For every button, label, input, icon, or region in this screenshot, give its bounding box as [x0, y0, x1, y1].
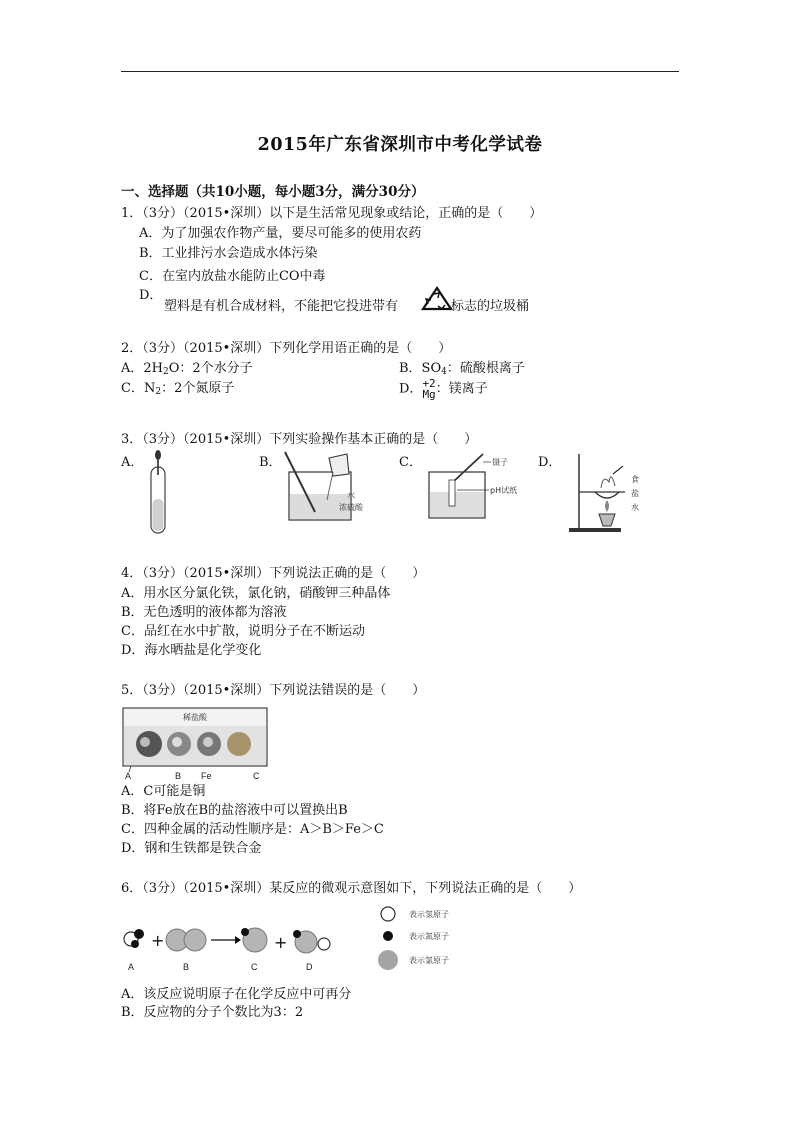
q5-option-a: A．C可能是铜 [121, 784, 206, 799]
q3-b-label2: 浓硫酸 [339, 503, 363, 512]
legend-chlorine-icon [378, 950, 398, 970]
q5-option-c: C．四种金属的活动性顺序是：A＞B＞Fe＞C [121, 822, 384, 837]
legend-nitrogen-icon [383, 931, 393, 941]
arrow-icon [235, 936, 241, 944]
q2-option-c: C．$N_2$：2个氮原子 [121, 381, 235, 397]
q5-img-label-fe: Fe [201, 771, 212, 781]
header-rule [121, 71, 679, 72]
q6-legend-2: 表示氮原子 [409, 932, 449, 941]
recycle-triangle-icon [420, 286, 454, 312]
q1-stem: 1．（3分）（2015•深圳）以下是生活常见现象或结论，正确的是（ ） [121, 206, 543, 221]
q4-stem: 4．（3分）（2015•深圳）下列说法正确的是（ ） [121, 566, 426, 581]
q3-b-label1: 水 [347, 491, 355, 500]
q6-label-a: A [128, 962, 135, 972]
q1-option-d-text1: 塑料是有机合成材料，不能把它投进带有 [164, 299, 399, 314]
q5-img-label-c: C [253, 771, 260, 781]
section-heading: 一、选择题（共10小题，每小题3分，满分30分） [121, 184, 425, 200]
q4-option-d: D．海水晒盐是化学变化 [121, 643, 262, 658]
q3-option-b: B． [259, 455, 282, 470]
q2-option-a: A．$2H_2O$：2个水分子 [121, 361, 253, 377]
q3-option-a: A． [121, 455, 144, 470]
q6-option-a: A．该反应说明原子在化学反应中可再分 [121, 987, 352, 1002]
q5-image-metals-in-acid [121, 706, 271, 780]
q3-image-a-dropper [148, 449, 168, 537]
q5-img-label-b: B [175, 771, 182, 781]
q5-img-label-a: A [125, 771, 132, 781]
q5-img-top-label: 稀盐酸 [183, 713, 207, 722]
q5-option-d: D．钢和生铁都是铁合金 [121, 841, 262, 856]
q3-d-label2: 盐 [631, 489, 639, 498]
q2-option-d: D．+2 Mg：镁离子 [399, 377, 488, 401]
q3-option-d: D． [538, 455, 562, 470]
q3-image-b-dilution [283, 450, 378, 525]
q5-stem: 5．（3分）（2015•深圳）下列说法错误的是（ ） [121, 683, 426, 698]
q4-option-c: C．品红在水中扩散，说明分子在不断运动 [121, 624, 365, 639]
q4-option-a: A．用水区分氯化铁，氯化钠，硝酸钾三种晶体 [121, 586, 391, 601]
q6-plus-2: + [274, 933, 288, 952]
q3-image-c-ph-test [427, 452, 527, 522]
q2-stem: 2．（3分）（2015•深圳）下列化学用语正确的是（ ） [121, 341, 452, 356]
q1-option-b: B．工业排污水会造成水体污染 [139, 246, 318, 261]
q6-option-b: B．反应物的分子个数比为3：2 [121, 1005, 304, 1020]
q6-plus-1: + [151, 931, 165, 950]
q1-option-a: A．为了加强农作物产量，要尽可能多的使用农药 [139, 226, 422, 241]
q3-d-label3: 水 [631, 503, 639, 512]
q6-legend-3: 表示氯原子 [409, 956, 449, 965]
q1-option-c: C．在室内放盐水能防止CO中毒 [139, 269, 326, 284]
q3-c-label1: 镊子 [492, 458, 508, 467]
q2-option-b: B．$SO_4$：硫酸根离子 [399, 361, 525, 377]
q4-option-b: B．无色透明的液体都为溶液 [121, 605, 287, 620]
q6-label-d: D [306, 962, 313, 972]
q3-stem: 3．（3分）（2015•深圳）下列实验操作基本正确的是（ ） [121, 432, 478, 447]
q3-image-d-evaporation [565, 452, 645, 534]
q5-option-b: B．将Fe放在B的盐溶液中可以置换出B [121, 803, 348, 818]
q6-label-c: C [251, 962, 258, 972]
legend-hydrogen-icon [381, 907, 395, 921]
page-title: 2015年广东省深圳市中考化学试卷 [257, 135, 543, 155]
mg-charge-notation: +2 Mg [422, 377, 436, 401]
q6-stem: 6．（3分）（2015•深圳）某反应的微观示意图如下，下列说法正确的是（ ） [121, 881, 582, 896]
q6-legend-1: 表示氢原子 [409, 910, 449, 919]
q6-reaction-diagram [121, 904, 481, 984]
q3-c-label2: pH试纸 [490, 486, 518, 495]
q6-label-b: B [183, 962, 190, 972]
q1-option-d-text2: 标志的垃圾桶 [451, 299, 530, 314]
q1-option-d-letter: D． [139, 288, 163, 303]
q3-d-label1: 食 [631, 475, 639, 484]
q3-option-c: C． [399, 455, 422, 470]
